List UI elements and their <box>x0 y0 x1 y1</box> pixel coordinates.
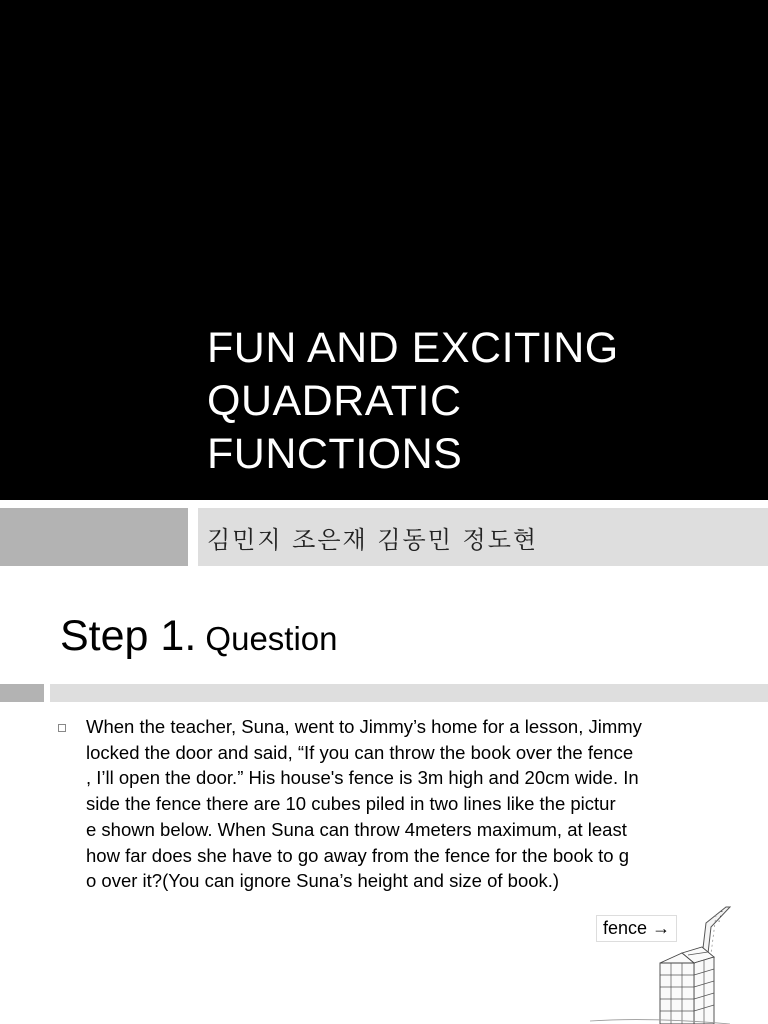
fence-label <box>596 915 677 942</box>
title-line-1: FUN AND EXCITING <box>207 324 619 372</box>
slide-title <box>207 322 747 481</box>
arrow-right-icon: → <box>652 918 671 938</box>
question-line: When the teacher, Suna, went to Jimmy’s home for a lesson, Jimmy <box>86 716 642 737</box>
bullet-square-icon <box>58 724 66 732</box>
question-text <box>86 714 736 894</box>
question-line: , I’ll open the door.” His house's fence is 3m high and 20cm wide. In <box>86 767 639 789</box>
title-slide <box>0 0 768 500</box>
subtitle-band-accent <box>0 508 188 566</box>
question-line: locked the door and said, “If you can throw the book over the fence <box>86 741 634 763</box>
authors-line: 김민지 조은재 김동민 정도현 <box>207 526 539 554</box>
question-line: e shown below. When Suna can throw 4meters maximum, at least <box>86 818 627 840</box>
title-line-2: QUADRATIC <box>207 377 462 425</box>
fence-label-text: fence <box>603 918 648 938</box>
heading-rule <box>50 684 768 702</box>
question-line: side the fence there are 10 cubes piled in two lines like the pictur <box>86 793 616 815</box>
step-label: Question <box>196 620 338 657</box>
step-heading <box>60 612 338 661</box>
question-line: o over it?(You can ignore Suna’s height and size of book.) <box>86 870 560 892</box>
title-line-3: FUNCTIONS <box>207 430 463 478</box>
heading-rule-accent <box>0 684 44 702</box>
step-number: Step 1. <box>60 612 197 660</box>
question-line: how far does she have to go away from the fence for the book to g <box>86 844 629 866</box>
